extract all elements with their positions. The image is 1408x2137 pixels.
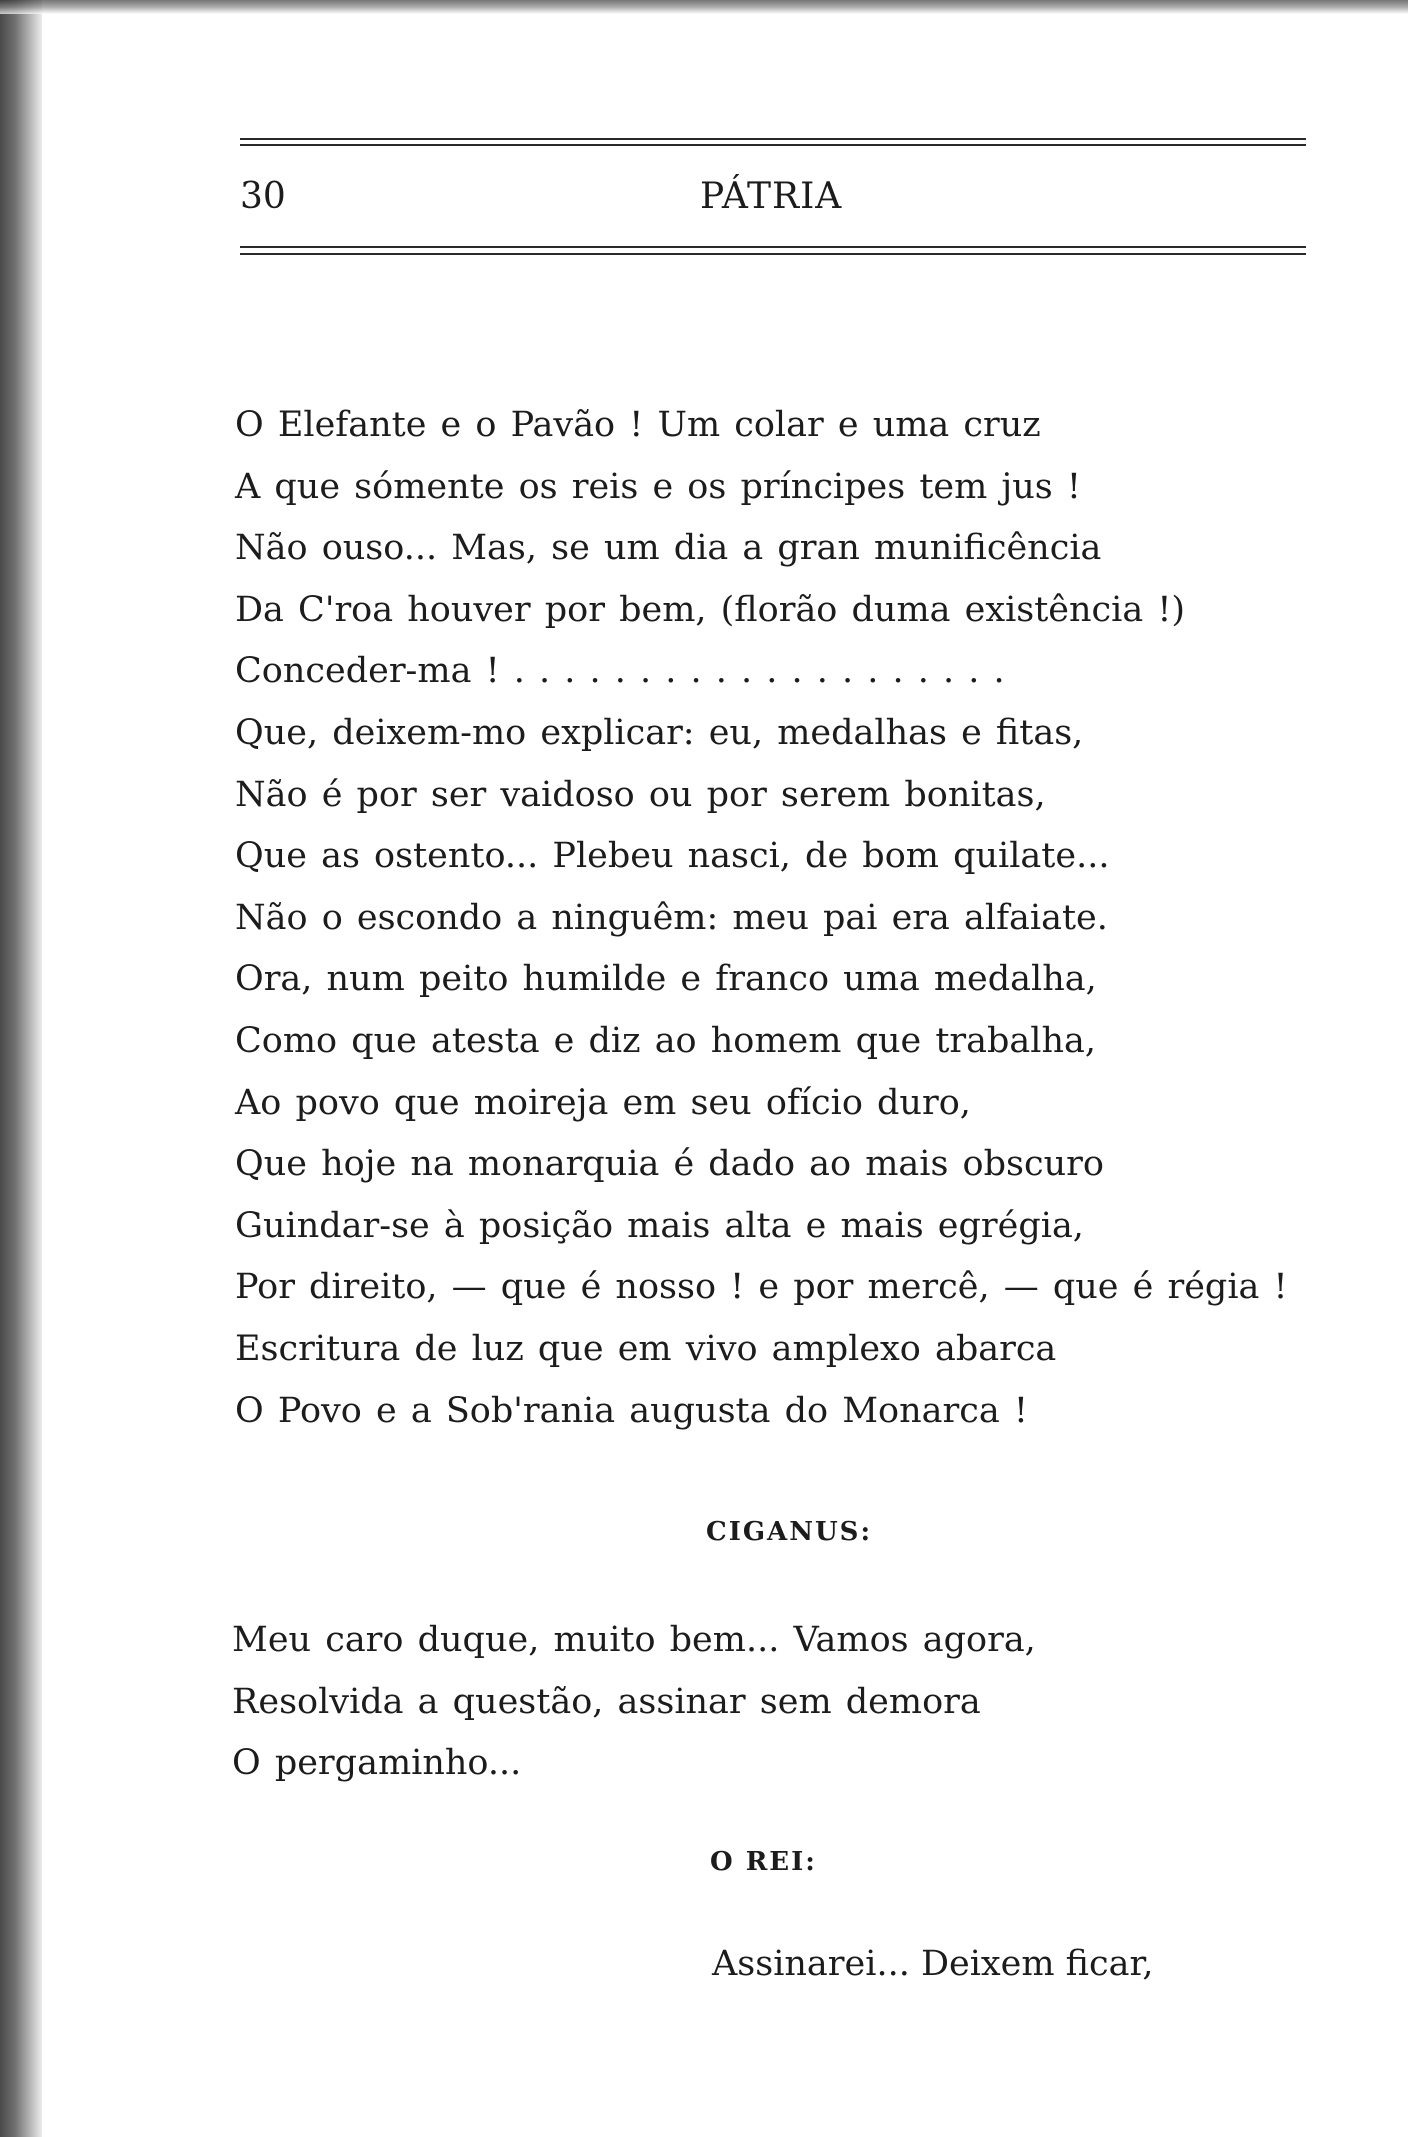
verse-line: Por direito, — que é nosso ! e por mercê, — que é régia !: [235, 1267, 1288, 1308]
page-header: [240, 176, 1306, 226]
verse-stanza-2: [232, 1610, 1312, 1795]
verse-line: Como que atesta e diz ao homem que trabalha,: [235, 1020, 1097, 1061]
verse-line: Que as ostento... Plebeu nasci, de bom quilate...: [235, 836, 1110, 877]
page-number: 30: [240, 176, 286, 217]
binding-edge-shadow: [0, 0, 42, 2137]
verse-line: Guindar-se à posição mais alta e mais egrégia,: [235, 1205, 1084, 1246]
running-title: PÁTRIA: [700, 176, 843, 217]
verse-line: Meu caro duque, muito bem... Vamos agora,: [232, 1620, 1036, 1660]
verse-line: Que hoje na monarquia é dado ao mais obscuro: [235, 1144, 1104, 1185]
verse-line: Resolvida a questão, assinar sem demora: [232, 1681, 981, 1722]
verse-line: Não o escondo a ninguêm: meu pai era alfaiate.: [235, 897, 1108, 938]
verse-line: Não ouso... Mas, se um dia a gran munificência: [235, 528, 1102, 569]
verse-line: Conceder-ma ! . . . . . . . . . . . . . . . . . . . .: [235, 651, 1005, 692]
verse-line: O Povo e a Sob'rania augusta do Monarca !: [235, 1390, 1028, 1431]
header-rule-top-1: [240, 138, 1306, 140]
verse-line-final: Assinarei... Deixem ficar,: [712, 1944, 1154, 1984]
verse-line: A que sómente os reis e os príncipes tem jus !: [235, 466, 1081, 507]
verse-line: Ao povo que moireja em seu ofício duro,: [235, 1082, 971, 1123]
verse-line: Da C'roa houver por bem, (florão duma existência !): [235, 589, 1186, 630]
verse-line: Não é por ser vaidoso ou por serem bonitas,: [235, 774, 1046, 815]
verse-line: O Elefante e o Pavão ! Um colar e uma cruz: [235, 405, 1041, 445]
verse-line: Escritura de luz que em vivo amplexo abarca: [235, 1328, 1057, 1369]
header-rule-top-2: [240, 144, 1306, 146]
verse-line: O pergaminho...: [232, 1743, 522, 1784]
header-rule-bottom-1: [240, 246, 1306, 248]
speaker-label-ciganus: CIGANUS:: [706, 1517, 873, 1547]
verse-stanza-1: [235, 395, 1315, 1442]
verse-line: Que, deixem-mo explicar: eu, medalhas e fitas,: [235, 712, 1084, 753]
header-rule-bottom-2: [240, 253, 1306, 255]
verse-line: Ora, num peito humilde e franco uma medalha,: [235, 959, 1097, 1000]
top-edge-shadow: [0, 0, 1408, 14]
speaker-label-rei: O REI:: [710, 1847, 817, 1877]
